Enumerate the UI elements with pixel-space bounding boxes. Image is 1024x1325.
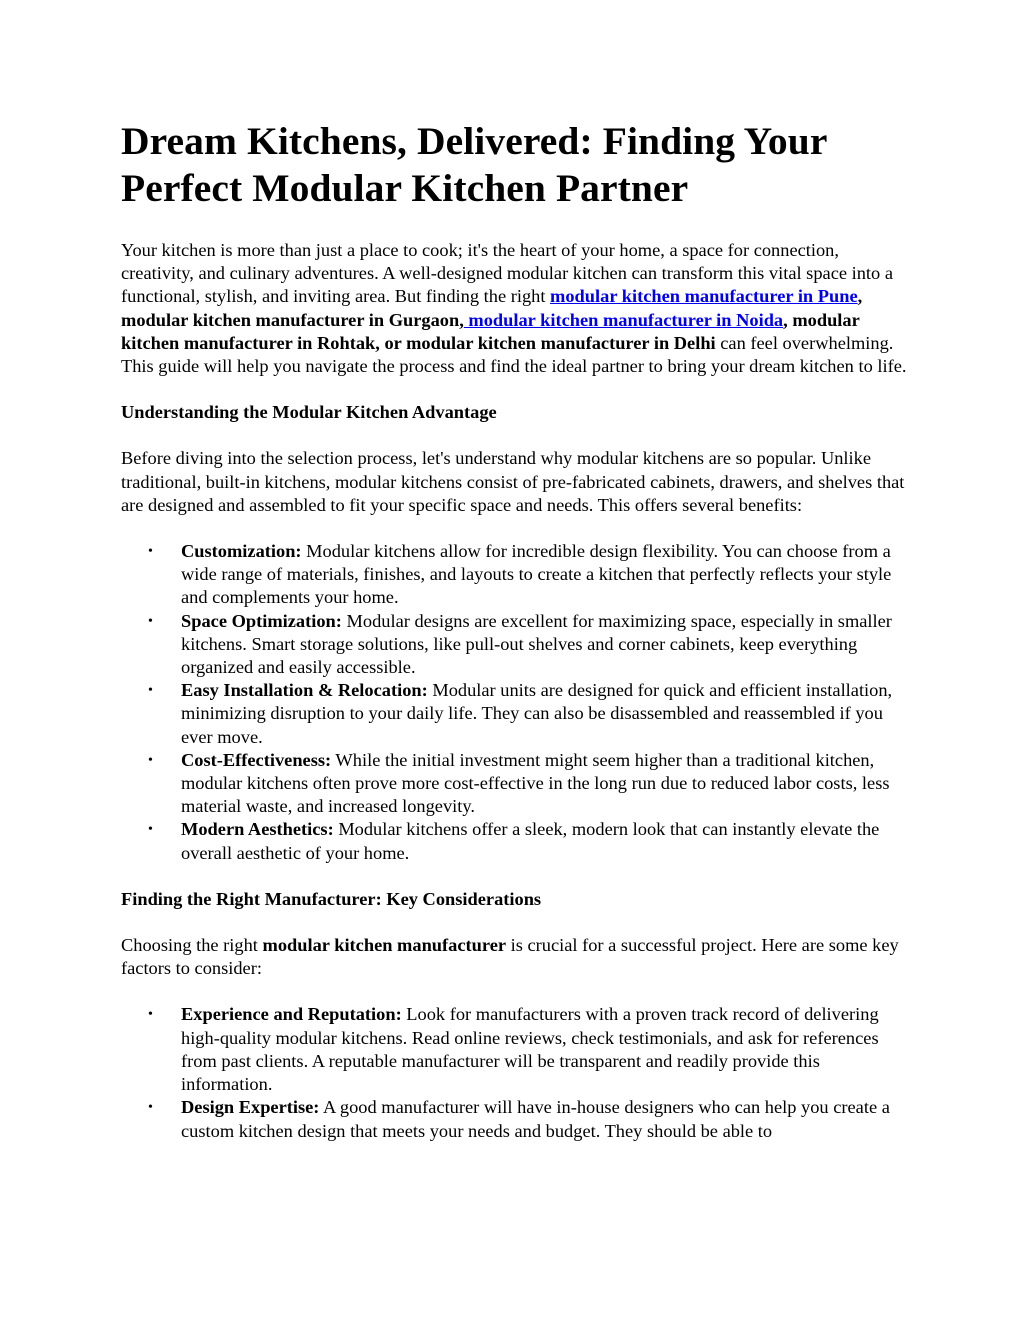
list-item-label: Modern Aesthetics: [181, 819, 334, 840]
list-item [148, 1003, 911, 1096]
list-item-label: Cost-Effectiveness: [181, 749, 332, 770]
list-item-text: Modular units are designed for quick and efficient installation, minimizing disruption to your daily life. They can also be disassembled and reassembled if you ever move. [181, 680, 893, 747]
list-item [148, 1096, 911, 1142]
list-item-label: Design Expertise: [181, 1097, 320, 1118]
bullet-icon: • [148, 752, 153, 768]
list-item-text: A good manufacturer will have in-house designers who can help you create a custom kitchen design that meets your needs and budget. They should be able to [181, 1097, 890, 1141]
intro-bold-gurgaon: , modular kitchen manufacturer in Gurgaon, [121, 286, 863, 330]
manufacturer-paragraph [121, 934, 911, 980]
list-item-label: Customization: [181, 541, 302, 562]
list-item-text: While the initial investment might seem higher than a traditional kitchen, modular kitchens often prove more cost-effective in the long run due to reduced labor costs, less material waste, and increased longevity. [181, 749, 890, 817]
benefits-list [121, 540, 911, 865]
bullet-icon: • [148, 544, 153, 560]
intro-paragraph [121, 239, 911, 378]
list-item-text: Modular designs are excellent for maximizing space, especially in smaller kitchens. Smart storage solutions, like pull-out shelves and corner cabinets, keep everything organized and easily accessible. [181, 610, 892, 678]
section-heading-advantage: Understanding the Modular Kitchen Advantage [121, 402, 497, 423]
manufacturer-text-1: Choosing the right [121, 935, 263, 956]
list-item-text: Modular kitchens allow for incredible design flexibility. You can choose from a wide range of materials, finishes, and layouts to create a kitchen that perfectly reflects your style and complements your home. [181, 541, 892, 608]
advantage-paragraph: Before diving into the selection process, let's understand why modular kitchens are so popular. Unlike traditional, built-in kitchens, modular kitchens consist of pre-fabricated cabinets, drawers, and shelves that are designed and assembled to fit your specific space and needs. This offers several benefits: [121, 448, 905, 515]
list-item-text: Look for manufacturers with a proven track record of delivering high-quality modular kitchens. Read online reviews, check testimonials, and ask for references from past clients. A reputable manufacturer will be transparent and readily provide this information. [181, 1004, 879, 1095]
considerations-list [121, 1003, 911, 1142]
bullet-icon: • [148, 1100, 153, 1116]
intro-bold-rohtak-delhi: , modular kitchen manufacturer in Rohtak, or modular kitchen manufacturer in Delhi [121, 309, 860, 353]
bullet-icon: • [148, 613, 153, 629]
manufacturer-bold: modular kitchen manufacturer [262, 935, 507, 956]
list-item [148, 540, 911, 610]
manufacturer-text-2: is crucial for a successful project. Here are some key factors to consider: [121, 935, 899, 979]
section-heading-manufacturer: Finding the Right Manufacturer: Key Considerations [121, 888, 542, 909]
link-modular-kitchen-pune[interactable]: modular kitchen manufacturer in Pune [550, 286, 858, 307]
list-item-label: Space Optimization: [181, 610, 342, 631]
bullet-icon: • [148, 1007, 153, 1023]
document-page [121, 118, 911, 1166]
bullet-icon: • [148, 822, 153, 838]
list-item [148, 749, 911, 819]
list-item [148, 610, 911, 680]
list-item [148, 818, 911, 864]
intro-text-2: can feel overwhelming. This guide will help you navigate the process and find the ideal partner to bring your dream kitchen to life. [121, 332, 907, 377]
list-item-label: Experience and Reputation: [181, 1004, 402, 1025]
link-modular-kitchen-noida[interactable]: modular kitchen manufacturer in Noida [463, 309, 784, 330]
list-item-label: Easy Installation & Relocation: [181, 680, 428, 701]
page-title: Dream Kitchens, Delivered: Finding Your Perfect Modular Kitchen Partner [121, 119, 827, 210]
bullet-icon: • [148, 683, 153, 699]
list-item [148, 679, 911, 749]
intro-text-1: Your kitchen is more than just a place to cook; it's the heart of your home, a space for connection, creativity, and culinary adventures. A well-designed modular kitchen can transform this vital space into a functional, stylish, and inviting area. But finding the right [121, 240, 893, 307]
list-item-text: Modular kitchens offer a sleek, modern look that can instantly elevate the overall aesthetic of your home. [181, 819, 880, 863]
